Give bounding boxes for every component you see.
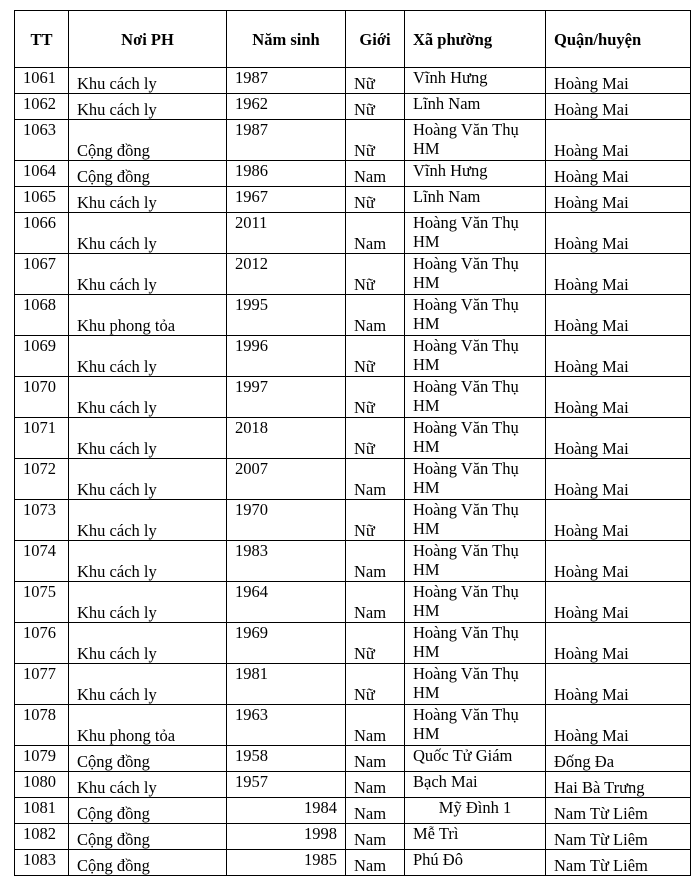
cell-tt: 1068 xyxy=(15,295,69,336)
cell-xa: Lĩnh Nam xyxy=(405,94,546,120)
cell-gioi: Nam xyxy=(346,213,405,254)
cell-nam: 1987 xyxy=(227,120,346,161)
cell-gioi: Nam xyxy=(346,541,405,582)
cell-tt: 1071 xyxy=(15,418,69,459)
cell-xa: Hoàng Văn Thụ HM xyxy=(405,664,546,705)
table-row xyxy=(15,161,691,187)
cell-nam: 1963 xyxy=(227,705,346,746)
cell-nam: 1986 xyxy=(227,161,346,187)
cell-tt: 1069 xyxy=(15,336,69,377)
cell-qh: Hoàng Mai xyxy=(546,161,691,187)
case-table xyxy=(14,10,691,876)
cell-nam: 2012 xyxy=(227,254,346,295)
table-row xyxy=(15,295,691,336)
cell-gioi: Nữ xyxy=(346,120,405,161)
cell-xa: Hoàng Văn Thụ HM xyxy=(405,418,546,459)
cell-tt: 1083 xyxy=(15,850,69,876)
cell-xa: Hoàng Văn Thụ HM xyxy=(405,213,546,254)
cell-qh: Hoàng Mai xyxy=(546,664,691,705)
cell-xa: Mễ Trì xyxy=(405,824,546,850)
cell-xa: Vĩnh Hưng xyxy=(405,68,546,94)
cell-qh: Hoàng Mai xyxy=(546,623,691,664)
cell-nam: 1958 xyxy=(227,746,346,772)
cell-noi: Khu cách ly xyxy=(69,772,227,798)
header-gioi: Giới xyxy=(346,11,405,68)
cell-qh: Nam Từ Liêm xyxy=(546,824,691,850)
cell-nam: 1987 xyxy=(227,68,346,94)
cell-xa: Hoàng Văn Thụ HM xyxy=(405,500,546,541)
cell-gioi: Nam xyxy=(346,295,405,336)
cell-xa: Hoàng Văn Thụ HM xyxy=(405,120,546,161)
cell-tt: 1063 xyxy=(15,120,69,161)
cell-nam: 1964 xyxy=(227,582,346,623)
cell-tt: 1082 xyxy=(15,824,69,850)
cell-xa: Vĩnh Hưng xyxy=(405,161,546,187)
cell-noi: Khu cách ly xyxy=(69,500,227,541)
cell-xa: Hoàng Văn Thụ HM xyxy=(405,377,546,418)
header-tt: TT xyxy=(15,11,69,68)
cell-noi: Khu cách ly xyxy=(69,336,227,377)
cell-nam: 1985 xyxy=(227,850,346,876)
cell-nam: 1995 xyxy=(227,295,346,336)
table-row xyxy=(15,664,691,705)
table-row xyxy=(15,772,691,798)
cell-qh: Hoàng Mai xyxy=(546,68,691,94)
header-nam-sinh: Năm sinh xyxy=(227,11,346,68)
cell-qh: Hoàng Mai xyxy=(546,418,691,459)
table-row xyxy=(15,541,691,582)
cell-noi: Khu cách ly xyxy=(69,213,227,254)
table-row xyxy=(15,746,691,772)
cell-tt: 1072 xyxy=(15,459,69,500)
cell-gioi: Nam xyxy=(346,746,405,772)
cell-tt: 1061 xyxy=(15,68,69,94)
table-row xyxy=(15,377,691,418)
cell-qh: Hoàng Mai xyxy=(546,500,691,541)
cell-xa: Hoàng Văn Thụ HM xyxy=(405,295,546,336)
cell-qh: Hai Bà Trưng xyxy=(546,772,691,798)
cell-qh: Hoàng Mai xyxy=(546,459,691,500)
cell-tt: 1062 xyxy=(15,94,69,120)
cell-noi: Khu cách ly xyxy=(69,664,227,705)
cell-nam: 2018 xyxy=(227,418,346,459)
cell-qh: Hoàng Mai xyxy=(546,705,691,746)
cell-nam: 1967 xyxy=(227,187,346,213)
cell-tt: 1080 xyxy=(15,772,69,798)
cell-qh: Đống Đa xyxy=(546,746,691,772)
cell-tt: 1066 xyxy=(15,213,69,254)
cell-noi: Cộng đồng xyxy=(69,850,227,876)
cell-gioi: Nữ xyxy=(346,623,405,664)
cell-nam: 2011 xyxy=(227,213,346,254)
cell-qh: Hoàng Mai xyxy=(546,336,691,377)
cell-noi: Khu phong tỏa xyxy=(69,295,227,336)
cell-tt: 1076 xyxy=(15,623,69,664)
header-quan-huyen: Quận/huyện xyxy=(546,11,691,68)
cell-gioi: Nữ xyxy=(346,377,405,418)
cell-noi: Khu phong tỏa xyxy=(69,705,227,746)
cell-qh: Nam Từ Liêm xyxy=(546,798,691,824)
table-row xyxy=(15,500,691,541)
cell-gioi: Nữ xyxy=(346,664,405,705)
cell-noi: Khu cách ly xyxy=(69,187,227,213)
table-row xyxy=(15,824,691,850)
cell-xa: Bạch Mai xyxy=(405,772,546,798)
cell-tt: 1074 xyxy=(15,541,69,582)
cell-qh: Hoàng Mai xyxy=(546,295,691,336)
cell-qh: Nam Từ Liêm xyxy=(546,850,691,876)
cell-nam: 1984 xyxy=(227,798,346,824)
cell-gioi: Nữ xyxy=(346,254,405,295)
table-row xyxy=(15,120,691,161)
cell-qh: Hoàng Mai xyxy=(546,254,691,295)
cell-tt: 1064 xyxy=(15,161,69,187)
cell-gioi: Nam xyxy=(346,459,405,500)
table-row xyxy=(15,213,691,254)
cell-xa: Hoàng Văn Thụ HM xyxy=(405,623,546,664)
cell-xa: Hoàng Văn Thụ HM xyxy=(405,705,546,746)
cell-noi: Khu cách ly xyxy=(69,418,227,459)
cell-gioi: Nam xyxy=(346,850,405,876)
cell-nam: 1957 xyxy=(227,772,346,798)
cell-noi: Cộng đồng xyxy=(69,161,227,187)
cell-xa: Mỹ Đình 1 xyxy=(405,798,546,824)
cell-tt: 1073 xyxy=(15,500,69,541)
cell-xa: Hoàng Văn Thụ HM xyxy=(405,254,546,295)
header-xa-phuong: Xã phường xyxy=(405,11,546,68)
cell-nam: 1981 xyxy=(227,664,346,705)
cell-noi: Khu cách ly xyxy=(69,541,227,582)
cell-xa: Hoàng Văn Thụ HM xyxy=(405,541,546,582)
cell-nam: 1996 xyxy=(227,336,346,377)
table-row xyxy=(15,705,691,746)
cell-gioi: Nam xyxy=(346,582,405,623)
cell-gioi: Nam xyxy=(346,161,405,187)
cell-xa: Hoàng Văn Thụ HM xyxy=(405,336,546,377)
cell-noi: Khu cách ly xyxy=(69,94,227,120)
cell-xa: Hoàng Văn Thụ HM xyxy=(405,582,546,623)
cell-nam: 1997 xyxy=(227,377,346,418)
cell-xa: Hoàng Văn Thụ HM xyxy=(405,459,546,500)
cell-noi: Khu cách ly xyxy=(69,582,227,623)
table-row xyxy=(15,187,691,213)
cell-gioi: Nữ xyxy=(346,418,405,459)
cell-gioi: Nam xyxy=(346,798,405,824)
cell-nam: 1962 xyxy=(227,94,346,120)
cell-gioi: Nữ xyxy=(346,500,405,541)
table-row xyxy=(15,418,691,459)
cell-tt: 1077 xyxy=(15,664,69,705)
cell-gioi: Nam xyxy=(346,772,405,798)
cell-gioi: Nữ xyxy=(346,68,405,94)
table-row xyxy=(15,623,691,664)
table-row xyxy=(15,850,691,876)
table-row xyxy=(15,582,691,623)
cell-tt: 1081 xyxy=(15,798,69,824)
cell-gioi: Nam xyxy=(346,824,405,850)
cell-qh: Hoàng Mai xyxy=(546,541,691,582)
cell-xa: Phú Đô xyxy=(405,850,546,876)
cell-tt: 1067 xyxy=(15,254,69,295)
cell-tt: 1079 xyxy=(15,746,69,772)
cell-qh: Hoàng Mai xyxy=(546,94,691,120)
cell-noi: Cộng đồng xyxy=(69,798,227,824)
cell-xa: Quốc Tử Giám xyxy=(405,746,546,772)
header-row xyxy=(15,11,691,68)
cell-nam: 1998 xyxy=(227,824,346,850)
cell-qh: Hoàng Mai xyxy=(546,377,691,418)
cell-tt: 1078 xyxy=(15,705,69,746)
cell-noi: Khu cách ly xyxy=(69,623,227,664)
table-row xyxy=(15,336,691,377)
cell-qh: Hoàng Mai xyxy=(546,120,691,161)
header-noi-ph: Nơi PH xyxy=(69,11,227,68)
table-row xyxy=(15,68,691,94)
cell-qh: Hoàng Mai xyxy=(546,582,691,623)
cell-noi: Cộng đồng xyxy=(69,120,227,161)
cell-gioi: Nữ xyxy=(346,94,405,120)
cell-tt: 1070 xyxy=(15,377,69,418)
cell-noi: Khu cách ly xyxy=(69,68,227,94)
cell-tt: 1075 xyxy=(15,582,69,623)
table-row xyxy=(15,798,691,824)
cell-qh: Hoàng Mai xyxy=(546,187,691,213)
cell-nam: 1970 xyxy=(227,500,346,541)
table-row xyxy=(15,459,691,500)
cell-noi: Khu cách ly xyxy=(69,254,227,295)
cell-nam: 2007 xyxy=(227,459,346,500)
table-row xyxy=(15,94,691,120)
cell-gioi: Nữ xyxy=(346,336,405,377)
cell-xa: Lĩnh Nam xyxy=(405,187,546,213)
cell-noi: Khu cách ly xyxy=(69,459,227,500)
cell-noi: Khu cách ly xyxy=(69,377,227,418)
cell-nam: 1983 xyxy=(227,541,346,582)
table-row xyxy=(15,254,691,295)
cell-gioi: Nữ xyxy=(346,187,405,213)
cell-qh: Hoàng Mai xyxy=(546,213,691,254)
cell-tt: 1065 xyxy=(15,187,69,213)
cell-gioi: Nam xyxy=(346,705,405,746)
cell-nam: 1969 xyxy=(227,623,346,664)
cell-noi: Cộng đồng xyxy=(69,746,227,772)
cell-noi: Cộng đồng xyxy=(69,824,227,850)
